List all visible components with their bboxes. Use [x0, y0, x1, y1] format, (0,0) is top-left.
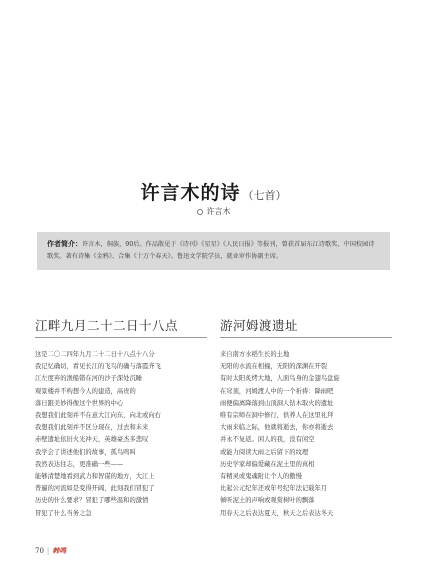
poem-line: 观景楼并不构想今人的建造，高贵的: [35, 387, 136, 395]
poem-line: 普遍的河流如是变得开阔，此刻我们冒犯了: [35, 485, 155, 493]
poem-line: 我想我们此刻并不区分现在，过去和未来: [35, 424, 149, 432]
page-number: 70: [35, 547, 44, 555]
poem-line: 唯有宗师在洞中修行，供养人在这里礼拜: [220, 412, 334, 420]
footer-separator: |: [46, 547, 50, 555]
article-title: 许言木的诗: [140, 182, 241, 204]
poem-line: 我然表达往志，更准确一些——: [35, 460, 124, 468]
poem-line: 我学会了讲述他们的故事，孤鸟鸣叫: [35, 448, 136, 456]
poem-line: 或能力阅读大雨之后留下的纹理: [220, 448, 309, 456]
author-line: [0, 206, 427, 217]
poem-line: 在穹顶，河姆渡人中的一个祈祷：降雨吧: [220, 387, 334, 395]
author-intro-box: [37, 232, 390, 270]
poem-line: 雨便偏离降落到山顶洞人钻木取火的遗址: [220, 399, 334, 407]
poem-line: 江左度弃的渔船错在河的沙子深处沉睡: [35, 375, 143, 383]
poem-line: 这是二〇二四年九月二十二日十八点十八分: [35, 351, 155, 358]
author-name: 许言木: [206, 207, 231, 216]
poem-line: 能够清楚地看到武力和智谋的地方，大江上: [35, 473, 155, 481]
article-header: [0, 178, 427, 205]
poem-line: 无阳的水流在相撞，无阳的深渊在开裂: [220, 363, 328, 371]
poem-title-left: 江畔九月二十二日十八点: [35, 318, 179, 333]
poem-body-left: [35, 349, 213, 520]
poem-line: 并永不复返。闲人的我，没有闲空: [220, 436, 315, 444]
poem-line: 有时太阳炙烤大地，人面鸟身的金翅鸟盘旋: [220, 375, 340, 383]
intro-text: 许言木，侗族，90后。作品散见于《诗刊》《星星》《人民日报》等报刊，曾获首届东江诗歌奖、中国校园诗歌奖。著有诗集《金鸦》、合集《十万个春天》。鲁迅文学院学员，就业审作协副主席。: [47, 241, 375, 260]
poem-body-right: [220, 349, 398, 520]
poem-line: 历史的什么要求？冒犯了哪些温和的激情: [35, 497, 149, 505]
poem-line: 大雨来临之际，他就将逝去，你亦将逝去: [220, 424, 334, 432]
poem-line: 有精灵或鬼魂附让个人的傲慢: [220, 473, 302, 481]
poem-line: 比起公元纪年还或年号纪年法记载年月: [220, 485, 328, 493]
poem-line: 冒犯了什么当务之急: [35, 509, 92, 517]
divider: [35, 337, 207, 338]
poem-line: 赤壁遗址依旧火光冲天，英雄豪杰多悲叹: [35, 436, 149, 444]
poem-title-right: 游河姆渡遗址: [220, 318, 299, 333]
intro-label: 作者简介：: [47, 239, 82, 248]
magazine-logo: 韩鸣: [52, 546, 67, 555]
article-subtitle: （七首）: [242, 189, 287, 202]
circle-bullet-icon: [197, 209, 203, 215]
poem-line: 落日跟美妙得像这个世界的中心: [35, 399, 124, 407]
poem-line: 我记忆确切，看见长江的飞鸟的确与落霞齐飞: [35, 363, 161, 371]
page-footer: [35, 546, 66, 556]
poem-line: 用春天之后表达夏天，秋天之后表达冬天: [220, 509, 334, 517]
poem-line: 来自南方水稻生长的土地: [220, 351, 290, 358]
divider: [220, 337, 392, 338]
poem-line: 历史学家却偏爱藏在泥土里的真相: [220, 460, 315, 468]
poem-line: 我想我们此刻并不在意大江向东、向北或向右: [35, 412, 161, 420]
poem-line: 倾听泥土的声响或观赏树叶的飘落: [220, 497, 315, 505]
